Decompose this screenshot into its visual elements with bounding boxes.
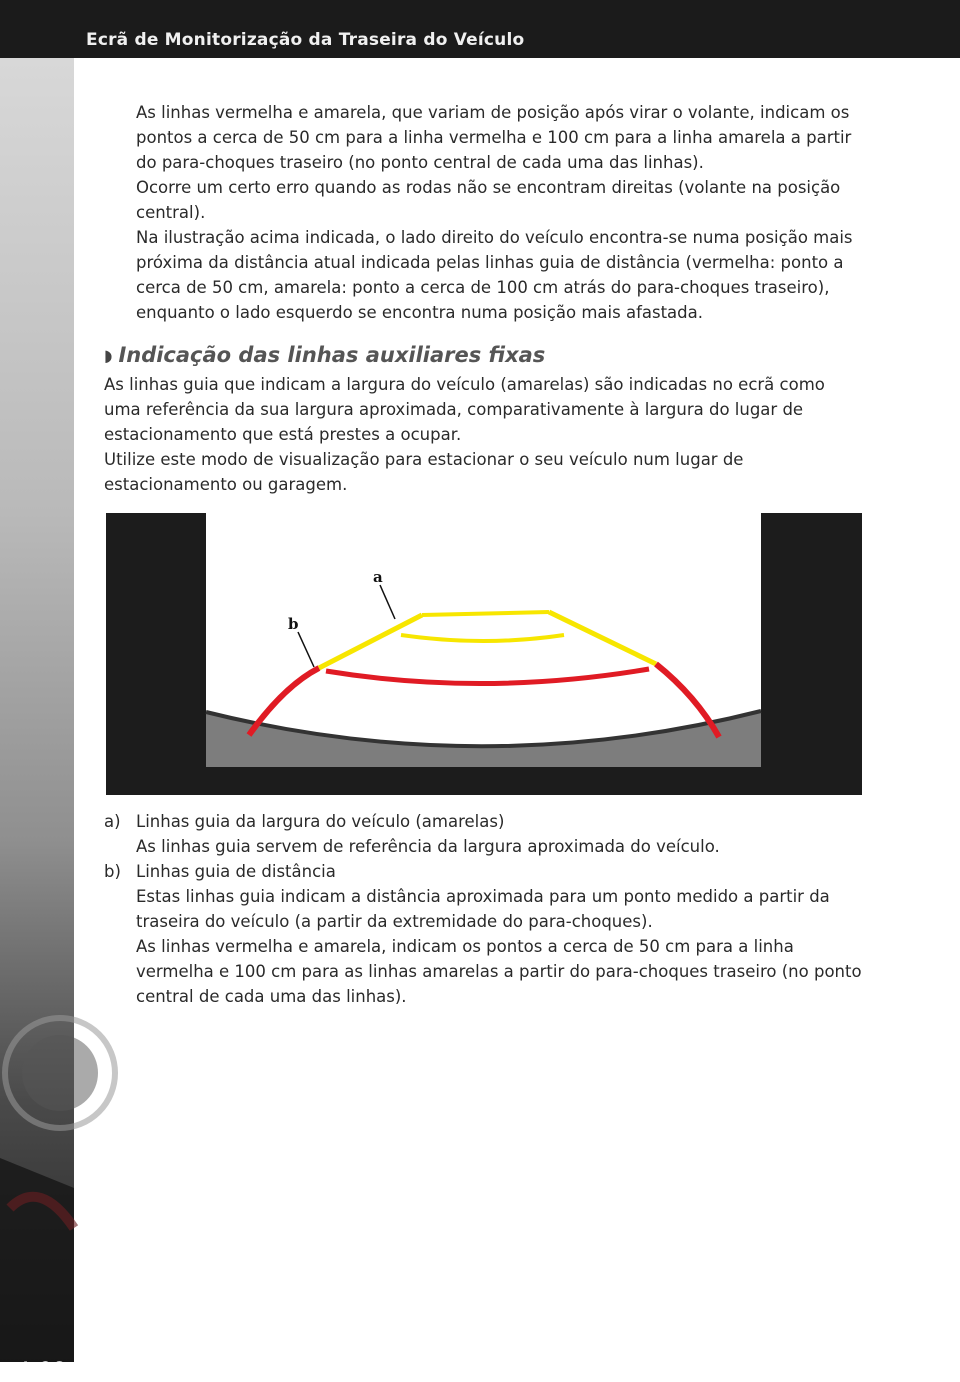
intro-block	[104, 100, 864, 325]
section-heading	[104, 343, 864, 368]
figure-label-a: a	[373, 568, 383, 586]
section-paragraph-1: As linhas guia que indicam a largura do veículo (amarelas) são indicadas no ecrã como uma referência da sua largura aproximada, comparativamente à largura do lugar de estacionamento que está prestes a ocupar.	[104, 375, 825, 444]
section-marker-icon: ◗	[104, 346, 113, 365]
section-heading-text: Indicação das linhas auxiliares fixas	[118, 343, 546, 367]
header-title: Ecrã de Monitorização da Traseira do Veículo	[86, 30, 525, 50]
intro-paragraph-1: As linhas vermelha e amarela, que variam de posição após virar o volante, indicam os pontos a cerca de 50 cm para a linha vermelha e 100 cm para a linha amarela a partir do para-choques traseiro (no ponto central de cada uma das linhas).	[136, 103, 852, 172]
main-content	[104, 100, 864, 1009]
intro-paragraph-2: Ocorre um certo erro quando as rodas não se encontram direitas (volante na posição central).	[136, 178, 841, 222]
figure-legend	[104, 809, 864, 1009]
legend-key-a: a)	[104, 812, 121, 831]
legend-title-a: Linhas guia da largura do veículo (amarelas)	[136, 812, 505, 831]
guide-lines-diagram	[104, 511, 864, 797]
dashboard-photo-icon	[0, 58, 74, 1362]
legend-key-b: b)	[104, 862, 121, 881]
rear-camera-illustration	[104, 511, 864, 797]
legend-text-a: As linhas guia servem de referência da largura aproximada do veículo.	[136, 837, 720, 856]
legend-item-a	[104, 809, 864, 859]
sidebar-photo	[0, 58, 74, 1382]
figure-label-b: b	[288, 615, 299, 633]
section-paragraph-2: Utilize este modo de visualização para estacionar o seu veículo num lugar de estacionamento ou garagem.	[104, 450, 744, 494]
legend-title-b: Linhas guia de distância	[136, 862, 336, 881]
legend-text-b: Estas linhas guia indicam a distância aproximada para um ponto medido a partir da traseira do veículo (a partir da extremidade do para-choques).	[136, 887, 830, 931]
page-header	[0, 0, 960, 58]
intro-paragraph-3: Na ilustração acima indicada, o lado direito do veículo encontra-se numa posição mais próxima da distância atual indicada pelas linhas guia de distância (vermelha: ponto a cerca de 50 cm, amarela: ponto a cerca de 100 cm atrás do para-choques traseiro), enquanto o lado esquerdo se encontra numa posição mais afastada.	[136, 228, 853, 322]
legend-text-b-2: As linhas vermelha e amarela, indicam os pontos a cerca de 50 cm para a linha vermelha e 100 cm para as linhas amarelas a partir do para-choques traseiro (no ponto central de cada uma das linhas).	[136, 937, 862, 1006]
page-number: 4-98	[17, 1358, 67, 1382]
legend-item-b	[104, 859, 864, 1009]
